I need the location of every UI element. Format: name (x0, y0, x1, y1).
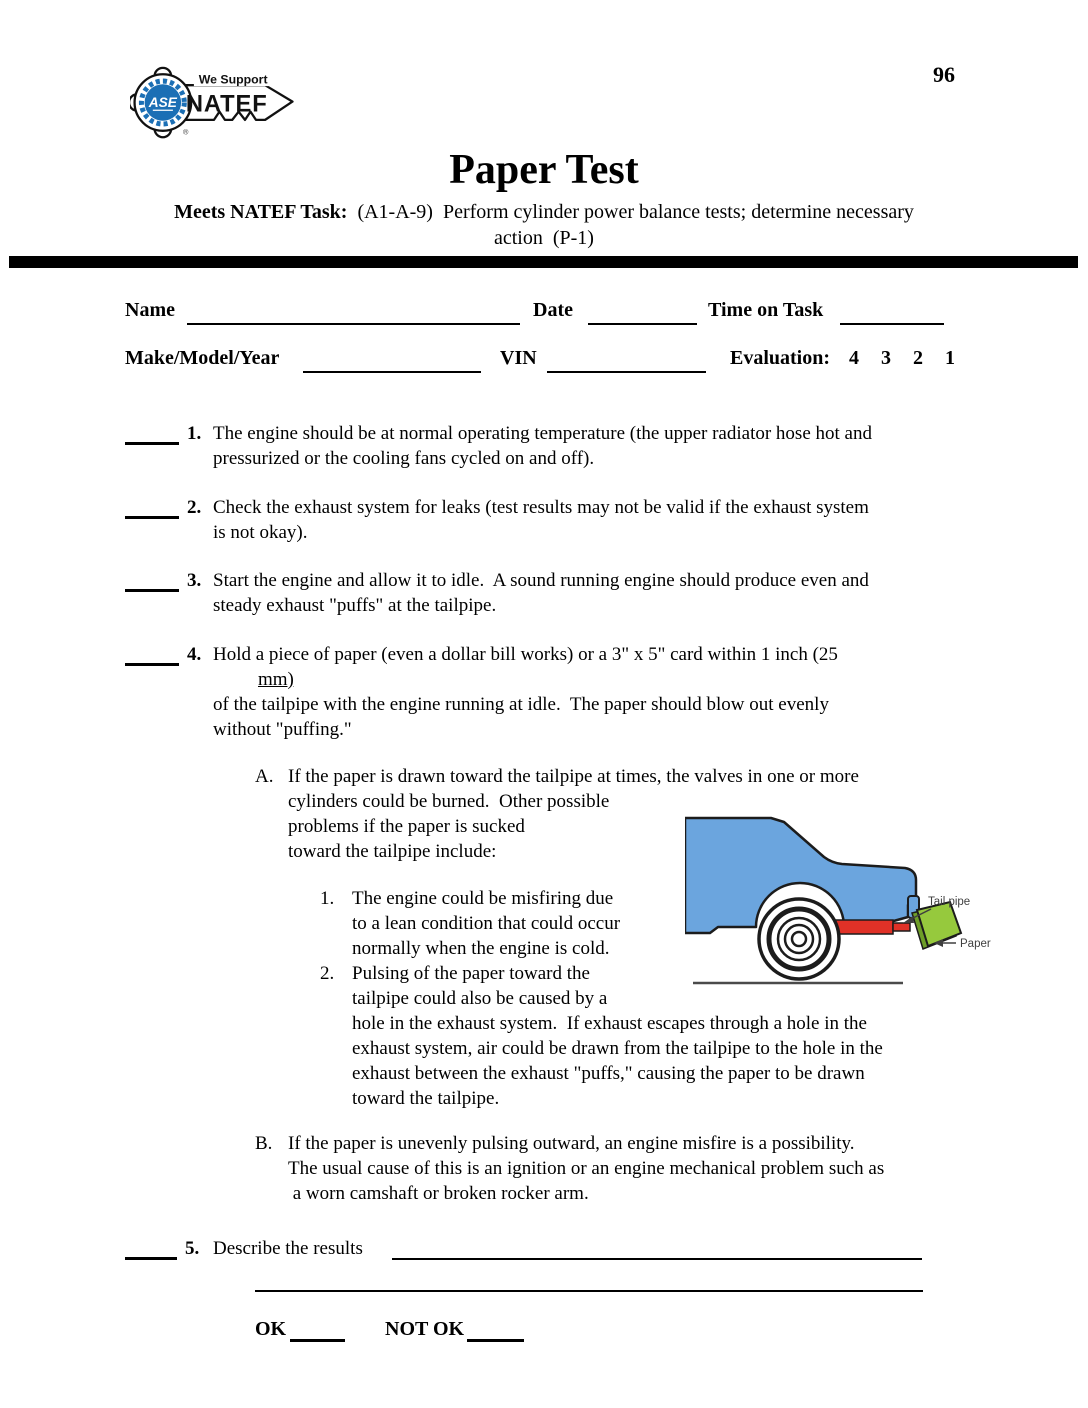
muffler (831, 920, 893, 934)
logo-brand: NATEF (185, 91, 268, 118)
step-1-number: 1. (187, 423, 202, 444)
header-divider (9, 256, 1078, 268)
step-3-text: Start the engine and allow it to idle. A sound running engine should produce even and steady exhaust "puffs" at the tailpipe. (213, 570, 869, 616)
page-title: Paper Test (449, 147, 639, 193)
vin-label: VIN (500, 347, 537, 369)
tailpipe-callout-label: Tail pipe (928, 896, 971, 908)
step-1-text: The engine should be at normal operating temperature (the upper radiator hose hot and pressurized or the cooling fans cycled on and off). (213, 423, 872, 469)
date-label: Date (533, 299, 573, 321)
sub-a-item-2-number: 2. (320, 963, 335, 984)
sub-b-text: If the paper is unevenly pulsing outward, an engine misfire is a possibility. The usual cause of this is an ignition or an engine mechanical problem such as a worn camshaft or broken rocker arm. (288, 1133, 885, 1204)
vin-field-line[interactable] (547, 349, 706, 373)
make-model-year-label: Make/Model/Year (125, 347, 280, 369)
page-number: 96 (933, 62, 955, 87)
name-label: Name (125, 299, 175, 321)
not-ok-label: NOT OK (385, 1318, 465, 1340)
step-2-check-line[interactable] (125, 495, 179, 519)
natef-logo (130, 54, 308, 141)
step-4-check-line[interactable] (125, 642, 179, 666)
date-field-line[interactable] (588, 301, 697, 325)
task-text: (A1-A-9) Perform cylinder power balance tests; determine necessary (347, 201, 914, 223)
sub-b-letter: B. (255, 1133, 273, 1154)
not-ok-check-line[interactable] (467, 1318, 524, 1342)
step-2-text: Check the exhaust system for leaks (test results may not be valid if the exhaust system is not okay). (213, 497, 869, 543)
step-2-number: 2. (187, 497, 202, 518)
sub-a-item-2-text: Pulsing of the paper toward the tailpipe could also be caused by a hole in the exhaust system. If exhaust escapes through a hole in the exhaust system, air could be drawn from the tailpipe to the hole in the exhaust between the exhaust "puffs," causing the paper to be drawn toward the tailpipe. (352, 963, 883, 1109)
name-field-line[interactable] (187, 301, 520, 325)
evaluation-scale (849, 347, 955, 370)
wheel-hub (792, 932, 806, 946)
tailpipe (893, 923, 910, 931)
sub-a-item-1-number: 1. (320, 888, 335, 909)
step-3-number: 3. (187, 570, 202, 591)
paper-callout-label: Paper (960, 938, 991, 950)
task-line-2: action (P-1) (494, 227, 594, 249)
evaluation-label: Evaluation: (730, 347, 831, 369)
step-5-label: Describe the results (213, 1238, 363, 1259)
make-model-year-field-line[interactable] (303, 349, 481, 373)
step-4-text: Hold a piece of paper (even a dollar bill works) or a 3" x 5" card within 1 inch (25 mm) of the tailpipe with the engine running at idle. The paper should blow out evenly without "puffing." (213, 644, 838, 740)
sub-a-letter: A. (255, 766, 274, 787)
evaluation-value-3[interactable]: 3 (881, 347, 891, 369)
step-1-check-line[interactable] (125, 421, 179, 445)
sub-a-text: If the paper is drawn toward the tailpipe at times, the valves in one or more cylinders could be burned. Other possible problems if the paper is sucked toward the tailpipe include: (288, 766, 859, 862)
step-5-number: 5. (185, 1238, 200, 1259)
task-label: Meets NATEF Task: (174, 201, 348, 223)
evaluation-value-2[interactable]: 2 (913, 347, 923, 369)
ok-label: OK (255, 1318, 287, 1340)
step-4-number: 4. (187, 644, 202, 665)
step-5-check-line[interactable] (125, 1236, 177, 1260)
ok-check-line[interactable] (290, 1318, 345, 1342)
step-3-check-line[interactable] (125, 568, 179, 592)
describe-results-line-1[interactable] (392, 1236, 922, 1260)
tailpipe-test-illustration (685, 810, 1000, 995)
describe-results-line-2[interactable] (255, 1268, 923, 1292)
time-on-task-label: Time on Task (708, 299, 824, 321)
logo-tagline: We Support (198, 72, 268, 87)
evaluation-value-4[interactable]: 4 (849, 347, 859, 369)
evaluation-value-1[interactable]: 1 (945, 347, 955, 369)
task-line-1 (0, 199, 1088, 225)
ase-gear-label: ASE (148, 95, 177, 111)
sub-a-item-1-text: The engine could be misfiring due to a lean condition that could occur normally when the engine is cold. (352, 888, 621, 959)
registered-mark: ® (182, 127, 189, 137)
time-on-task-field-line[interactable] (840, 301, 944, 325)
step-4-mm-line: mm) (258, 669, 294, 690)
